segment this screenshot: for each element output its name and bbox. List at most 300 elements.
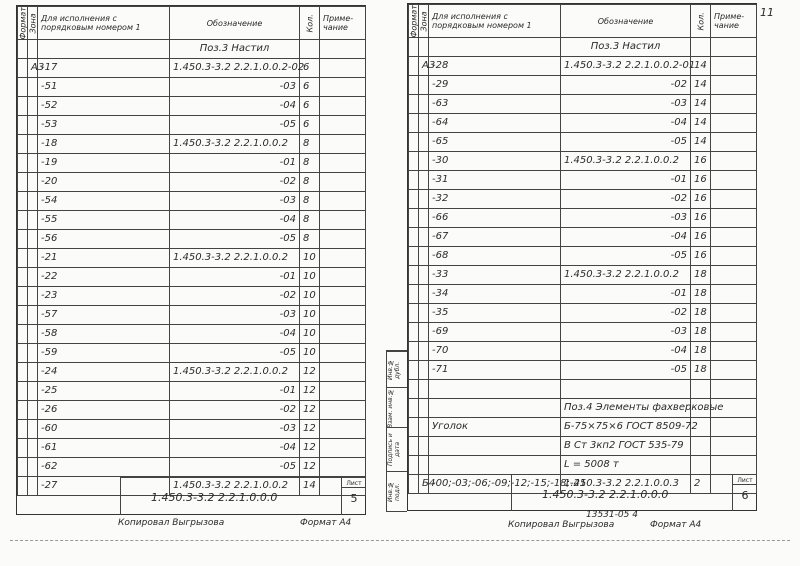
note-cell: [320, 458, 366, 477]
zone-cell: [419, 133, 429, 152]
zone-cell: [28, 458, 38, 477]
table-row: [409, 133, 757, 152]
designation-cell: -02: [561, 190, 691, 209]
variant-cell: -23: [38, 287, 170, 306]
note-cell: [320, 344, 366, 363]
qty-cell: 14: [691, 76, 711, 95]
table-row: [18, 306, 366, 325]
qty-cell: 18: [691, 304, 711, 323]
qty-cell: 8: [300, 230, 320, 249]
zone-cell: [419, 76, 429, 95]
qty-cell: 14: [691, 114, 711, 133]
table-row: [18, 382, 366, 401]
designation-cell: 1.450.3-3.2 2.2.1.0.0.2-02: [170, 59, 300, 78]
qty-cell: 8: [300, 192, 320, 211]
table-row: [409, 266, 757, 285]
zone-cell: А3: [419, 57, 429, 76]
table-row: [18, 135, 366, 154]
table-row: [409, 95, 757, 114]
zone-cell: [28, 249, 38, 268]
left-format: Формат А4: [300, 518, 352, 528]
note-header: Приме-чание: [320, 7, 366, 40]
variant-cell: -00;-03;-06;-09;-12;-15;-18;-21: [429, 475, 561, 494]
side-stamp: [386, 350, 407, 512]
table-row: [409, 437, 757, 456]
variant-cell: [429, 380, 561, 399]
qty-cell: 10: [300, 287, 320, 306]
zone-cell: [28, 401, 38, 420]
qty-cell: 6: [300, 116, 320, 135]
format-cell: [18, 306, 28, 325]
zone-cell: А3: [28, 59, 38, 78]
qty-cell: 14: [691, 57, 711, 76]
table-row: [18, 439, 366, 458]
left-sheet-box: [341, 478, 366, 515]
table-row: [18, 268, 366, 287]
format-cell: [18, 230, 28, 249]
variant-cell: -51: [38, 78, 170, 97]
format-cell: [18, 477, 28, 496]
zone-cell: [28, 97, 38, 116]
designation-cell: -05: [170, 116, 300, 135]
qty-cell: [300, 40, 320, 59]
note-cell: [320, 325, 366, 344]
format-cell: [409, 475, 419, 494]
zone-cell: [419, 285, 429, 304]
qty-cell: 8: [300, 135, 320, 154]
table-row: [409, 152, 757, 171]
format-header: Формат: [18, 7, 27, 40]
qty-cell: 12: [300, 420, 320, 439]
format-cell: [409, 285, 419, 304]
note-cell: [320, 249, 366, 268]
zone-cell: [28, 192, 38, 211]
format-cell: [18, 325, 28, 344]
right-document-code: 1.450.3-3.2 2.2.1.0.0.0: [542, 488, 669, 501]
right-copied-by: Копировал Выгрызова: [508, 520, 615, 530]
qty-cell: 16: [691, 152, 711, 171]
variant-cell: -53: [38, 116, 170, 135]
table-row: [18, 116, 366, 135]
table-row: [18, 344, 366, 363]
format-cell: [409, 209, 419, 228]
table-row: [409, 304, 757, 323]
note-cell: [711, 247, 757, 266]
zone-header: Зона: [419, 5, 429, 38]
zone-cell: [28, 116, 38, 135]
variant-cell: -58: [38, 325, 170, 344]
format-cell: [409, 114, 419, 133]
left-sheet-number: 5: [350, 492, 358, 505]
variant-cell: -34: [429, 285, 561, 304]
format-cell: [18, 401, 28, 420]
left-sheet-label: Лист: [342, 480, 366, 488]
table-row: [18, 154, 366, 173]
designation-header: Обозначение: [170, 7, 300, 40]
table-row: [18, 211, 366, 230]
qty-cell: [691, 380, 711, 399]
note-cell: [320, 40, 366, 59]
format-header: Формат: [409, 5, 418, 38]
designation-cell: -05: [561, 247, 691, 266]
format-cell: [409, 304, 419, 323]
qty-cell: 18: [691, 361, 711, 380]
qty-cell: [691, 456, 711, 475]
note-cell: [711, 228, 757, 247]
right-sheet: [407, 3, 757, 511]
qty-cell: 16: [691, 209, 711, 228]
qty-cell: 14: [300, 477, 320, 496]
format-cell: [409, 95, 419, 114]
variant-cell: Уголок: [429, 418, 561, 437]
format-cell: [18, 116, 28, 135]
variant-cell: -19: [38, 154, 170, 173]
designation-cell: -02: [170, 173, 300, 192]
designation-cell: -02: [561, 304, 691, 323]
qty-cell: 8: [300, 211, 320, 230]
table-row: [18, 59, 366, 78]
table-row: [409, 171, 757, 190]
designation-cell: L = 5008 т: [561, 456, 691, 475]
format-cell: [409, 437, 419, 456]
table-row: [409, 76, 757, 95]
note-cell: [711, 380, 757, 399]
table-row: [409, 228, 757, 247]
zone-cell: [419, 323, 429, 342]
qty-cell: 14: [691, 95, 711, 114]
format-cell: [409, 456, 419, 475]
zone-cell: [28, 211, 38, 230]
designation-cell: -03: [170, 192, 300, 211]
qty-cell: 14: [691, 133, 711, 152]
table-row: [409, 323, 757, 342]
format-cell: [18, 211, 28, 230]
variant-cell: -71: [429, 361, 561, 380]
variant-cell: -21: [38, 249, 170, 268]
format-cell: [18, 78, 28, 97]
designation-cell: -03: [561, 95, 691, 114]
designation-cell: -01: [170, 268, 300, 287]
format-cell: [409, 57, 419, 76]
variant-cell: -27: [38, 477, 170, 496]
format-cell: [18, 268, 28, 287]
qty-cell: 18: [691, 285, 711, 304]
side-sign-date: Подпись и дата: [387, 427, 407, 472]
side-repl-inv: Взам. инв.№: [387, 387, 407, 428]
zone-cell: [419, 361, 429, 380]
designation-cell: -04: [170, 439, 300, 458]
variant-cell: -22: [38, 268, 170, 287]
format-cell: [18, 59, 28, 78]
designation-cell: Поз.3 Настил: [561, 38, 691, 57]
note-cell: [711, 152, 757, 171]
note-cell: [320, 382, 366, 401]
note-cell: [711, 171, 757, 190]
variant-cell: [429, 38, 561, 57]
right-sheet-box: [732, 475, 757, 511]
zone-cell: [28, 40, 38, 59]
variant-cell: -64: [429, 114, 561, 133]
format-cell: [409, 190, 419, 209]
designation-cell: 1.450.3-3.2 2.2.1.0.0.2: [170, 363, 300, 382]
zone-cell: [28, 363, 38, 382]
variant-cell: -29: [429, 76, 561, 95]
format-cell: [18, 363, 28, 382]
variant-header: Для исполнения с порядковым номером 1: [38, 7, 170, 40]
note-cell: [711, 190, 757, 209]
note-cell: [320, 420, 366, 439]
left-spec-table: [17, 6, 366, 496]
qty-cell: 2: [691, 475, 711, 494]
format-cell: [409, 228, 419, 247]
variant-cell: -55: [38, 211, 170, 230]
table-row: [409, 38, 757, 57]
note-cell: [711, 342, 757, 361]
note-cell: [320, 268, 366, 287]
designation-cell: -01: [170, 154, 300, 173]
format-cell: [18, 420, 28, 439]
format-cell: [409, 342, 419, 361]
note-cell: [711, 323, 757, 342]
zone-cell: [419, 114, 429, 133]
variant-cell: -32: [429, 190, 561, 209]
zone-cell: [419, 380, 429, 399]
left-sheet: [16, 5, 366, 515]
format-cell: [18, 287, 28, 306]
designation-cell: Б-75×75×6 ГОСТ 8509-72: [561, 418, 691, 437]
left-copied-by: Копировал Выгрызова: [118, 518, 225, 528]
zone-cell: Б4: [419, 475, 429, 494]
variant-cell: -31: [429, 171, 561, 190]
designation-cell: -05: [170, 344, 300, 363]
designation-cell: -05: [170, 230, 300, 249]
format-cell: [18, 135, 28, 154]
variant-cell: -65: [429, 133, 561, 152]
right-sheet-number: 6: [741, 489, 749, 502]
note-cell: [320, 78, 366, 97]
zone-cell: [28, 154, 38, 173]
variant-cell: -67: [429, 228, 561, 247]
left-header-row: [18, 7, 366, 40]
side-inv-orig: Инв.№ подл.: [387, 471, 407, 512]
variant-cell: -66: [429, 209, 561, 228]
note-cell: [320, 363, 366, 382]
format-cell: [18, 439, 28, 458]
side-inv-dup: Инв.№ дубл.: [387, 351, 407, 388]
format-cell: [18, 382, 28, 401]
designation-cell: -04: [170, 97, 300, 116]
right-order-number: 13531-05 4: [586, 510, 638, 520]
qty-cell: 16: [691, 190, 711, 209]
format-cell: [409, 76, 419, 95]
designation-cell: -04: [561, 228, 691, 247]
designation-cell: В Ст 3кп2 ГОСТ 535-79: [561, 437, 691, 456]
right-format: Формат А4: [650, 520, 702, 530]
zone-cell: [28, 477, 38, 496]
qty-cell: 12: [300, 401, 320, 420]
designation-cell: Поз.3 Настил: [170, 40, 300, 59]
note-cell: [711, 361, 757, 380]
zone-cell: [28, 344, 38, 363]
designation-cell: 1.450.3-3.2 2.2.1.0.0.2-01: [561, 57, 691, 76]
left-document-code: 1.450.3-3.2 2.2.1.0.0.0: [151, 491, 278, 504]
note-cell: [711, 114, 757, 133]
qty-cell: 8: [300, 154, 320, 173]
designation-cell: -03: [170, 78, 300, 97]
note-cell: [320, 154, 366, 173]
format-cell: [18, 249, 28, 268]
note-cell: [711, 95, 757, 114]
qty-cell: 10: [300, 344, 320, 363]
variant-cell: -70: [429, 342, 561, 361]
table-row: [18, 401, 366, 420]
designation-header: Обозначение: [561, 5, 691, 38]
variant-cell: -69: [429, 323, 561, 342]
note-cell: [320, 192, 366, 211]
variant-cell: -24: [38, 363, 170, 382]
zone-cell: [419, 152, 429, 171]
format-cell: [18, 344, 28, 363]
zone-cell: [419, 418, 429, 437]
variant-cell: -33: [429, 266, 561, 285]
note-cell: [711, 38, 757, 57]
designation-cell: [561, 380, 691, 399]
designation-cell: 1.450.3-3.2 2.2.1.0.0.2: [170, 477, 300, 496]
qty-cell: 16: [691, 247, 711, 266]
variant-cell: -63: [429, 95, 561, 114]
table-row: [18, 97, 366, 116]
qty-cell: 12: [300, 458, 320, 477]
table-row: [18, 230, 366, 249]
qty-cell: 16: [691, 228, 711, 247]
format-cell: [409, 247, 419, 266]
qty-cell: 10: [300, 306, 320, 325]
variant-cell: -61: [38, 439, 170, 458]
variant-cell: -60: [38, 420, 170, 439]
table-row: [409, 247, 757, 266]
designation-cell: -04: [170, 325, 300, 344]
zone-cell: [419, 399, 429, 418]
designation-cell: 1.450.3-3.2 2.2.1.0.0.2: [561, 266, 691, 285]
designation-cell: -02: [561, 76, 691, 95]
note-cell: [320, 211, 366, 230]
right-spec-table: [408, 4, 757, 494]
zone-cell: [28, 306, 38, 325]
note-cell: [320, 173, 366, 192]
variant-cell: -57: [38, 306, 170, 325]
note-cell: [320, 401, 366, 420]
note-cell: [320, 306, 366, 325]
table-row: [18, 325, 366, 344]
designation-cell: -01: [561, 285, 691, 304]
variant-cell: -25: [38, 382, 170, 401]
table-row: [18, 192, 366, 211]
table-row: [18, 458, 366, 477]
zone-cell: [419, 38, 429, 57]
zone-cell: [28, 382, 38, 401]
right-sheet-label: Лист: [733, 477, 757, 485]
table-row: [409, 114, 757, 133]
zone-cell: [28, 325, 38, 344]
zone-cell: [419, 247, 429, 266]
table-row: [409, 399, 757, 418]
table-row: [409, 380, 757, 399]
qty-cell: 16: [691, 171, 711, 190]
qty-header: Кол.: [691, 5, 711, 38]
format-cell: [409, 171, 419, 190]
qty-cell: [691, 437, 711, 456]
table-row: [409, 209, 757, 228]
variant-cell: -62: [38, 458, 170, 477]
table-row: [409, 285, 757, 304]
designation-cell: -04: [561, 342, 691, 361]
note-cell: [320, 439, 366, 458]
variant-cell: -26: [38, 401, 170, 420]
qty-cell: 18: [691, 323, 711, 342]
zone-cell: [28, 230, 38, 249]
note-header: Приме-чание: [711, 5, 757, 38]
left-title-block: [120, 477, 366, 515]
note-cell: [320, 116, 366, 135]
format-cell: [409, 380, 419, 399]
note-cell: [711, 285, 757, 304]
note-cell: [320, 135, 366, 154]
right-title-block: [511, 474, 757, 511]
qty-header: Кол.: [300, 7, 320, 40]
designation-cell: 1.450.3-3.2 2.2.1.0.0.3: [561, 475, 691, 494]
note-cell: [320, 230, 366, 249]
zone-cell: [419, 342, 429, 361]
variant-cell: -68: [429, 247, 561, 266]
table-row: [409, 57, 757, 76]
variant-cell: [38, 40, 170, 59]
note-cell: [711, 266, 757, 285]
zone-cell: [419, 437, 429, 456]
right-header-row: [409, 5, 757, 38]
zone-cell: [28, 287, 38, 306]
designation-cell: -04: [170, 211, 300, 230]
note-cell: [711, 456, 757, 475]
zone-cell: [419, 456, 429, 475]
format-cell: [409, 323, 419, 342]
note-cell: [711, 437, 757, 456]
format-cell: [409, 152, 419, 171]
format-cell: [18, 40, 28, 59]
format-cell: [409, 266, 419, 285]
qty-cell: 6: [300, 59, 320, 78]
zone-cell: [28, 439, 38, 458]
designation-cell: -01: [561, 171, 691, 190]
format-cell: [18, 154, 28, 173]
variant-cell: -30: [429, 152, 561, 171]
qty-cell: 10: [300, 249, 320, 268]
note-cell: [711, 133, 757, 152]
variant-cell: -54: [38, 192, 170, 211]
right-corner-mark: 11: [760, 6, 774, 19]
zone-cell: [419, 228, 429, 247]
note-cell: [320, 97, 366, 116]
designation-cell: Поз.4 Элементы фахверковые: [561, 399, 691, 418]
variant-cell: -28: [429, 57, 561, 76]
format-cell: [18, 458, 28, 477]
designation-cell: -03: [561, 323, 691, 342]
format-cell: [409, 418, 419, 437]
qty-cell: 12: [300, 382, 320, 401]
format-cell: [18, 97, 28, 116]
variant-cell: [429, 437, 561, 456]
zone-cell: [28, 135, 38, 154]
designation-cell: -03: [170, 420, 300, 439]
